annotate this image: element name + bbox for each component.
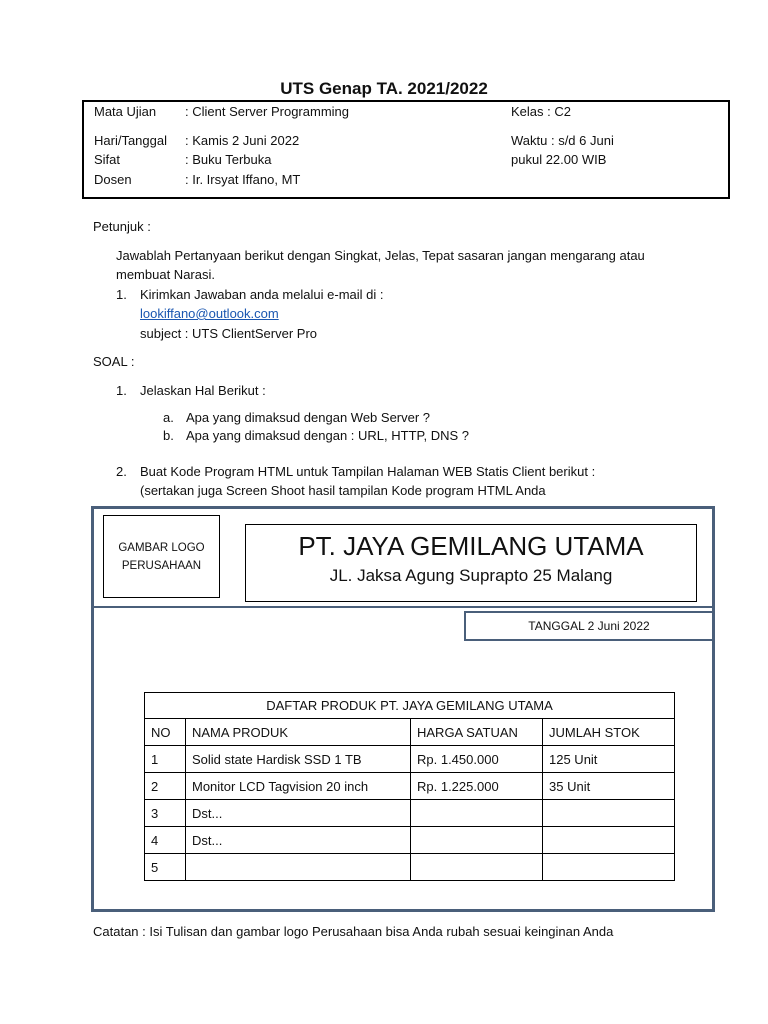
cell-nama: Monitor LCD Tagvision 20 inch	[186, 773, 411, 800]
waktu-line2: pukul 22.00 WIB	[511, 152, 607, 167]
mata-ujian-label: Mata Ujian	[94, 104, 157, 119]
company-address: JL. Jaksa Agung Suprapto 25 Malang	[329, 566, 613, 585]
page-title: UTS Genap TA. 2021/2022	[280, 79, 488, 98]
cell-no: 5	[145, 854, 186, 881]
cell-nama	[186, 854, 411, 881]
header-harga-satuan: HARGA SATUAN	[411, 719, 543, 746]
table-caption-row	[145, 693, 675, 719]
cell-harga	[411, 800, 543, 827]
cell-nama: Dst...	[186, 827, 411, 854]
q1b-text: Apa yang dimaksud dengan : URL, HTTP, DNS ?	[186, 428, 470, 443]
petunjuk-line1: Jawablah Pertanyaan berikut dengan Singkat, Jelas, Tepat sasaran jangan mengarang atau	[116, 248, 645, 263]
table-caption: DAFTAR PRODUK PT. JAYA GEMILANG UTAMA	[145, 693, 675, 719]
cell-harga	[411, 854, 543, 881]
mata-ujian-value: : Client Server Programming	[185, 104, 349, 119]
q1a-letter: a.	[163, 410, 174, 425]
q2-number: 2.	[116, 464, 127, 479]
cell-no: 1	[145, 746, 186, 773]
table-row	[145, 854, 675, 881]
table-row	[145, 746, 675, 773]
cell-stok: 125 Unit	[543, 746, 675, 773]
waktu: Waktu : s/d 6 Juni	[511, 133, 614, 148]
catatan-note: Catatan : Isi Tulisan dan gambar logo Perusahaan bisa Anda rubah sesuai keinginan Anda	[93, 924, 614, 939]
company-header	[245, 524, 697, 602]
table-row	[145, 827, 675, 854]
email-link[interactable]: lookiffano@outlook.com	[140, 306, 279, 321]
email-subject: subject : UTS ClientServer Pro	[140, 326, 318, 341]
petunjuk-item1-number: 1.	[116, 287, 127, 302]
table-row	[145, 773, 675, 800]
table-row	[145, 800, 675, 827]
header-nama-produk: NAMA PRODUK	[186, 719, 411, 746]
q2-line1: Buat Kode Program HTML untuk Tampilan Halaman WEB Statis Client berikut :	[140, 464, 596, 479]
q2-line2: (sertakan juga Screen Shoot hasil tampilan Kode program HTML Anda	[140, 483, 546, 498]
petunjuk-heading: Petunjuk :	[93, 219, 151, 234]
header-jumlah-stok: JUMLAH STOK	[543, 719, 675, 746]
cell-stok	[543, 854, 675, 881]
cell-stok	[543, 800, 675, 827]
cell-no: 3	[145, 800, 186, 827]
cell-no: 2	[145, 773, 186, 800]
cell-stok: 35 Unit	[543, 773, 675, 800]
hari-label: Hari/Tanggal	[94, 133, 167, 148]
q1-text: Jelaskan Hal Berikut :	[140, 383, 266, 398]
sifat-value: : Buku Terbuka	[185, 152, 272, 167]
cell-harga: Rp. 1.450.000	[411, 746, 543, 773]
q1-number: 1.	[116, 383, 127, 398]
hari-value: : Kamis 2 Juni 2022	[185, 133, 300, 148]
soal-heading: SOAL :	[93, 354, 135, 369]
cell-harga	[411, 827, 543, 854]
header-divider	[91, 606, 713, 608]
petunjuk-item1-text: Kirimkan Jawaban anda melalui e-mail di :	[140, 287, 384, 302]
dosen-label: Dosen	[94, 172, 132, 187]
kelas: Kelas : C2	[511, 104, 571, 119]
logo-line2: PERUSAHAAN	[121, 559, 202, 572]
cell-stok	[543, 827, 675, 854]
header-no: NO	[145, 719, 186, 746]
company-name: PT. JAYA GEMILANG UTAMA	[298, 531, 644, 561]
cell-no: 4	[145, 827, 186, 854]
q1a-text: Apa yang dimaksud dengan Web Server ?	[186, 410, 431, 425]
sifat-label: Sifat	[94, 152, 121, 167]
cell-nama: Dst...	[186, 800, 411, 827]
date-box: TANGGAL 2 Juni 2022	[464, 611, 714, 641]
logo-line1: GAMBAR LOGO	[118, 541, 205, 554]
dosen-value: : Ir. Irsyat Iffano, MT	[185, 172, 301, 187]
cell-nama: Solid state Hardisk SSD 1 TB	[186, 746, 411, 773]
exam-info-box	[82, 100, 730, 199]
cell-harga: Rp. 1.225.000	[411, 773, 543, 800]
product-table	[144, 692, 675, 881]
q1b-letter: b.	[163, 428, 174, 443]
petunjuk-line2: membuat Narasi.	[116, 267, 215, 282]
company-logo-placeholder	[103, 515, 220, 598]
table-header-row	[145, 719, 675, 746]
